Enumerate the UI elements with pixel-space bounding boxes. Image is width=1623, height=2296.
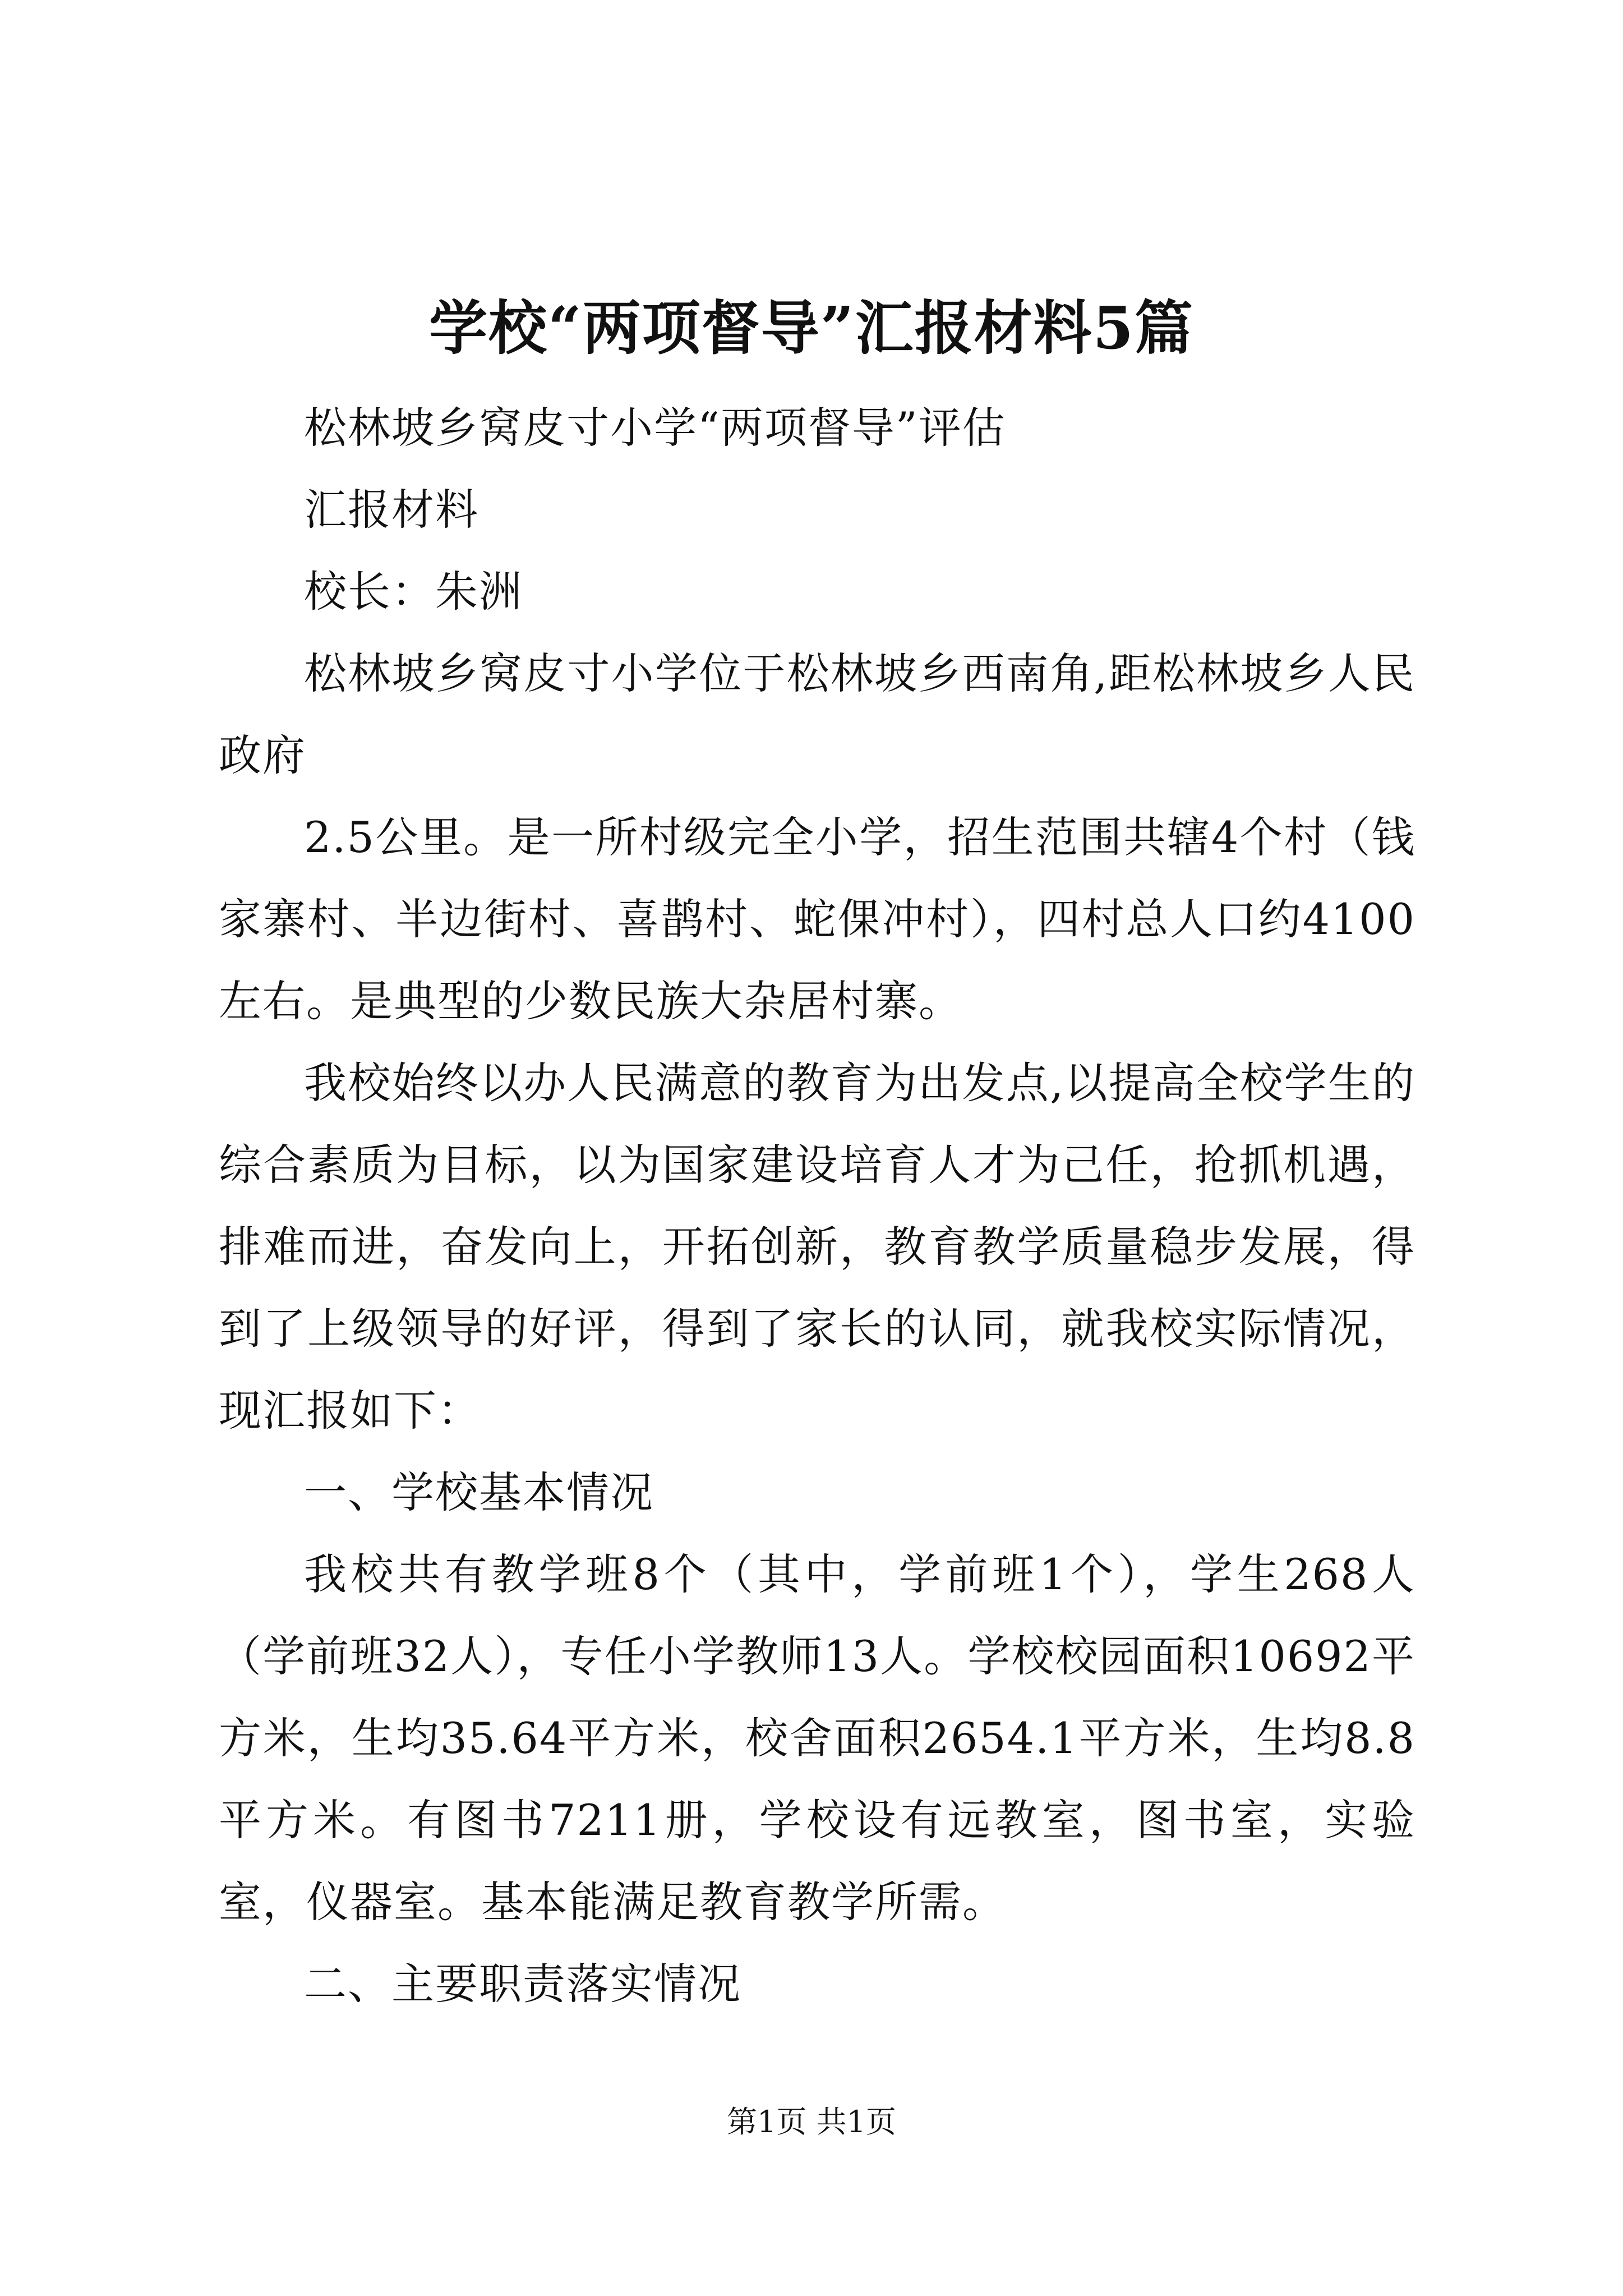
paragraph-report-label: 汇报材料	[304, 485, 479, 535]
paragraph-basic-info: 我校共有教学班8个（其中，学前班1个），学生268人（学前班32人），专任小学教师13人。学校校园面积10692平方米，生均35.64平方米，校舍面积2654.1平方米，生均8.8平方米。有图书7211册，学校设有远教室，图书室，实验室，仪器室。基本能满足教育教学所需。	[219, 1549, 1415, 1927]
paragraph-principal: 校长：朱洲	[304, 567, 523, 616]
page-footer: 第1页 共1页	[727, 2104, 896, 2139]
document-title: 学校“两项督导”汇报材料5篇	[428, 293, 1194, 362]
document-body	[219, 387, 1415, 2025]
paragraph-enrollment-area: 2.5公里。是一所村级完全小学，招生范围共辖4个村（钱家寨村、半边街村、喜鹊村、蛇倮冲村），四村总人口约4100左右。是典型的少数民族大杂居村寨。	[219, 812, 1415, 1026]
paragraph-location: 松林坡乡窝皮寸小学位于松林坡乡西南角,距松林坡乡人民政府	[219, 648, 1415, 780]
section-heading-duties: 二、主要职责落实情况	[304, 1959, 741, 2009]
section-heading-basic-info: 一、学校基本情况	[304, 1467, 654, 1517]
paragraph-school-name: 松林坡乡窝皮寸小学“两项督导”评估	[304, 403, 1006, 453]
paragraph-school-mission: 我校始终以办人民满意的教育为出发点,以提高全校学生的综合素质为目标，以为国家建设培育人才为己任，抢抓机遇，排难而进，奋发向上，开拓创新，教育教学质量稳步发展，得到了上级领导的好评，得到了家长的认同，就我校实际情况，现汇报如下：	[219, 1058, 1415, 1435]
